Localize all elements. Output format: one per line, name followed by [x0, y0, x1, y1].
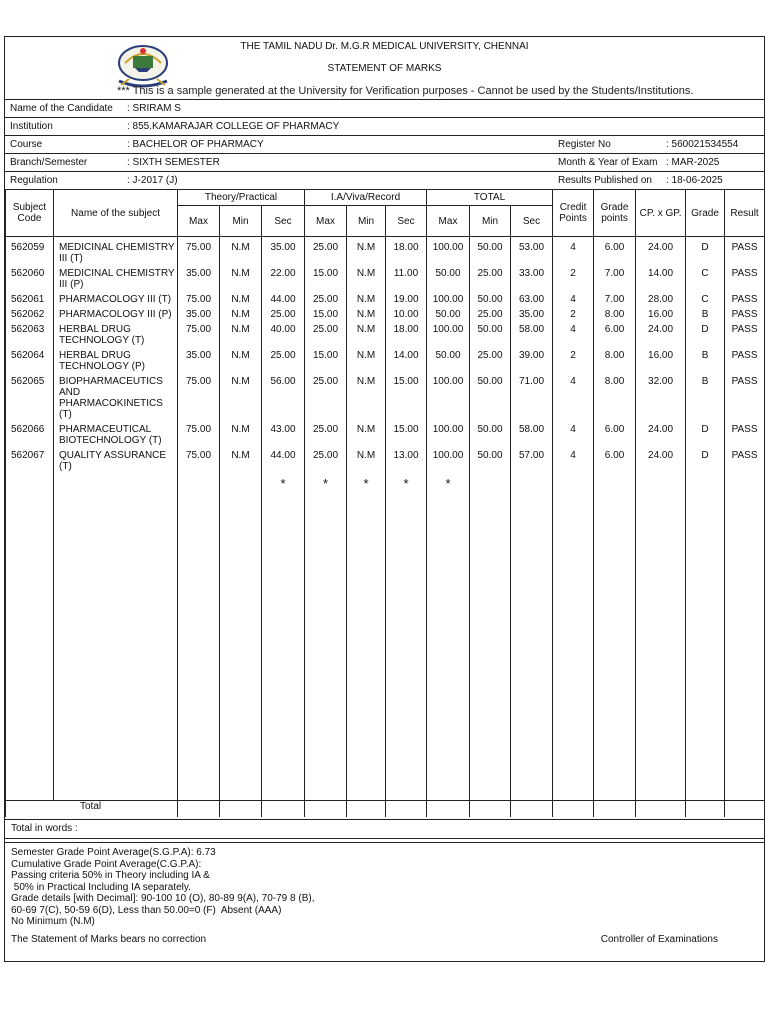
cell-i-max: 25.00 [305, 324, 347, 350]
table-row [6, 324, 765, 350]
cell-code: 562064 [6, 350, 54, 376]
cell-credit: 4 [553, 237, 594, 269]
cell-tot-sec: 58.00 [511, 424, 553, 450]
cell-credit: 4 [553, 450, 594, 476]
empty-cell [347, 500, 386, 801]
empty-cell [511, 801, 553, 818]
cell-gp: 7.00 [594, 268, 636, 294]
empty-cell [511, 476, 553, 500]
cell-cpgp: 16.00 [636, 309, 686, 324]
header [5, 37, 764, 100]
cell-t-sec: 56.00 [262, 376, 305, 424]
col-theory-min: Min [220, 206, 262, 237]
cell-tot-sec: 57.00 [511, 450, 553, 476]
table-row [6, 424, 765, 450]
candidate-name-value: : SRIRAM S [127, 103, 181, 114]
empty-cell [220, 476, 262, 500]
table-row [6, 268, 765, 294]
cell-name: HERBAL DRUG TECHNOLOGY (T) [54, 324, 178, 350]
asterisk-marker: * [347, 476, 386, 500]
branch-value: : SIXTH SEMESTER [127, 157, 220, 168]
cell-tot-min: 25.00 [470, 350, 511, 376]
total-label: Total [6, 801, 178, 818]
cell-grade: C [686, 268, 725, 294]
cell-t-min: N.M [220, 268, 262, 294]
total-in-words-row [5, 819, 764, 839]
empty-cell [262, 801, 305, 818]
passing-criteria-2: 50% in Practical Including IA separately. [11, 881, 191, 893]
total-row [6, 801, 765, 818]
empty-cell [470, 500, 511, 801]
cell-tot-sec: 33.00 [511, 268, 553, 294]
cell-i-max: 25.00 [305, 376, 347, 424]
empty-cell [386, 801, 427, 818]
signature-row [5, 932, 764, 950]
cell-gp: 7.00 [594, 294, 636, 309]
group-ia: I.A/Viva/Record [305, 190, 427, 206]
empty-cell [636, 500, 686, 801]
empty-cell [427, 500, 470, 801]
empty-cell [54, 476, 178, 500]
cell-cpgp: 32.00 [636, 376, 686, 424]
cell-i-min: N.M [347, 309, 386, 324]
cell-tot-max: 100.00 [427, 450, 470, 476]
cell-i-sec: 15.00 [386, 424, 427, 450]
institution-row [5, 118, 764, 136]
empty-cell [594, 801, 636, 818]
grade-summary [5, 842, 764, 932]
cell-t-min: N.M [220, 376, 262, 424]
empty-cell [725, 500, 765, 801]
cell-tot-sec: 35.00 [511, 309, 553, 324]
cell-tot-max: 100.00 [427, 237, 470, 269]
cell-gp: 8.00 [594, 350, 636, 376]
cell-cpgp: 28.00 [636, 294, 686, 309]
grade-details-2: 60-69 7(C), 50-59 6(D), Less than 50.00=0 (F) Absent (AAA) [11, 904, 282, 916]
col-ia-max: Max [305, 206, 347, 237]
table-row [6, 309, 765, 324]
cell-credit: 2 [553, 309, 594, 324]
cell-i-max: 25.00 [305, 450, 347, 476]
empty-cell [686, 801, 725, 818]
col-result: Result [725, 190, 765, 237]
cell-t-max: 75.00 [178, 324, 220, 350]
cell-tot-min: 50.00 [470, 237, 511, 269]
cell-credit: 2 [553, 350, 594, 376]
empty-cell [553, 500, 594, 801]
col-ia-min: Min [347, 206, 386, 237]
cell-gp: 6.00 [594, 237, 636, 269]
cell-tot-min: 25.00 [470, 268, 511, 294]
cell-t-sec: 40.00 [262, 324, 305, 350]
empty-cell [553, 476, 594, 500]
col-grade-points: Grade points [594, 190, 636, 237]
empty-cell [347, 801, 386, 818]
cell-cpgp: 16.00 [636, 350, 686, 376]
course-value: : BACHELOR OF PHARMACY [127, 139, 264, 150]
register-value: : 560021534554 [666, 139, 739, 150]
results-published-value: : 18-06-2025 [666, 175, 723, 186]
cell-t-min: N.M [220, 324, 262, 350]
cell-grade: D [686, 324, 725, 350]
cell-i-max: 25.00 [305, 424, 347, 450]
cell-t-min: N.M [220, 350, 262, 376]
cell-cpgp: 24.00 [636, 450, 686, 476]
cell-name: PHARMACEUTICAL BIOTECHNOLOGY (T) [54, 424, 178, 450]
grade-details-1: Grade details [with Decimal]: 90-100 10 (O), 80-89 9(A), 70-79 8 (B), [11, 893, 315, 904]
cell-t-max: 75.00 [178, 450, 220, 476]
cell-grade: B [686, 309, 725, 324]
cell-tot-max: 50.00 [427, 350, 470, 376]
results-published-label: Results Published on [558, 175, 652, 186]
cell-result: PASS [725, 376, 765, 424]
empty-cell [594, 500, 636, 801]
cell-i-max: 15.00 [305, 268, 347, 294]
cell-cpgp: 14.00 [636, 268, 686, 294]
col-cp-gp: CP. x GP. [636, 190, 686, 237]
cell-i-max: 15.00 [305, 309, 347, 324]
verification-notice: *** This is a sample generated at the University for Verification purposes - Cannot be used by the Students/Institutions. [117, 85, 694, 97]
cell-cpgp: 24.00 [636, 424, 686, 450]
cell-i-min: N.M [347, 350, 386, 376]
cell-gp: 6.00 [594, 424, 636, 450]
cell-t-sec: 43.00 [262, 424, 305, 450]
total-in-words-label: Total in words : [11, 823, 78, 834]
no-minimum-note: No Minimum (N.M) [11, 916, 95, 927]
cell-t-max: 75.00 [178, 376, 220, 424]
cell-code: 562065 [6, 376, 54, 424]
institution-label: Institution [10, 121, 53, 132]
regulation-row [5, 172, 764, 189]
cell-t-sec: 44.00 [262, 294, 305, 309]
col-ia-sec: Sec [386, 206, 427, 237]
group-total: TOTAL [427, 190, 553, 206]
empty-cell [6, 476, 54, 500]
cell-i-min: N.M [347, 450, 386, 476]
empty-cell [470, 476, 511, 500]
cell-grade: D [686, 450, 725, 476]
university-name: THE TAMIL NADU Dr. M.G.R MEDICAL UNIVERSITY, CHENNAI [240, 41, 529, 52]
cell-grade: D [686, 237, 725, 269]
marks-table [5, 189, 765, 817]
cell-t-sec: 25.00 [262, 350, 305, 376]
cell-code: 562060 [6, 268, 54, 294]
cell-i-sec: 15.00 [386, 376, 427, 424]
cgpa: Cumulative Grade Point Average(C.G.P.A): [11, 858, 202, 870]
cell-t-max: 35.00 [178, 350, 220, 376]
col-subject-code: Subject Code [6, 190, 54, 237]
cell-code: 562063 [6, 324, 54, 350]
cell-t-max: 35.00 [178, 268, 220, 294]
cell-i-min: N.M [347, 424, 386, 450]
empty-cell [305, 500, 347, 801]
cell-tot-max: 100.00 [427, 376, 470, 424]
empty-cell [686, 476, 725, 500]
table-row [6, 450, 765, 476]
cell-tot-sec: 71.00 [511, 376, 553, 424]
cell-t-sec: 35.00 [262, 237, 305, 269]
cell-i-sec: 14.00 [386, 350, 427, 376]
no-correction-note: The Statement of Marks bears no correction [11, 933, 207, 945]
cell-i-min: N.M [347, 324, 386, 350]
empty-cell [220, 801, 262, 818]
cell-credit: 4 [553, 294, 594, 309]
cell-i-max: 15.00 [305, 350, 347, 376]
cell-grade: C [686, 294, 725, 309]
cell-tot-min: 50.00 [470, 424, 511, 450]
cell-result: PASS [725, 309, 765, 324]
cell-tot-min: 50.00 [470, 324, 511, 350]
cell-t-min: N.M [220, 237, 262, 269]
exam-month-value: : MAR-2025 [666, 157, 720, 168]
empty-cell [220, 500, 262, 801]
cell-tot-sec: 58.00 [511, 324, 553, 350]
cell-result: PASS [725, 237, 765, 269]
cell-result: PASS [725, 268, 765, 294]
cell-tot-min: 25.00 [470, 309, 511, 324]
branch-row [5, 154, 764, 172]
cell-t-max: 75.00 [178, 294, 220, 309]
cell-tot-min: 50.00 [470, 450, 511, 476]
cell-result: PASS [725, 294, 765, 309]
cell-gp: 8.00 [594, 376, 636, 424]
cell-t-max: 75.00 [178, 424, 220, 450]
cell-result: PASS [725, 424, 765, 450]
col-total-min: Min [470, 206, 511, 237]
cell-tot-max: 50.00 [427, 309, 470, 324]
cell-i-min: N.M [347, 376, 386, 424]
empty-cell [6, 500, 54, 801]
asterisk-marker: * [305, 476, 347, 500]
cell-credit: 4 [553, 424, 594, 450]
cell-i-sec: 19.00 [386, 294, 427, 309]
cell-code: 562062 [6, 309, 54, 324]
cell-name: BIOPHARMACEUTICS AND PHARMACOKINETICS (T) [54, 376, 178, 424]
marker-row [6, 476, 765, 500]
empty-cell [725, 801, 765, 818]
cell-i-min: N.M [347, 268, 386, 294]
cell-t-min: N.M [220, 309, 262, 324]
controller-signature: Controller of Examinations [600, 933, 718, 945]
cell-tot-min: 50.00 [470, 376, 511, 424]
col-theory-sec: Sec [262, 206, 305, 237]
empty-cell [686, 500, 725, 801]
empty-cell [178, 801, 220, 818]
cell-name: PHARMACOLOGY III (P) [54, 309, 178, 324]
cell-code: 562067 [6, 450, 54, 476]
cell-name: MEDICINAL CHEMISTRY III (P) [54, 268, 178, 294]
course-row [5, 136, 764, 154]
asterisk-marker: * [386, 476, 427, 500]
exam-month-label: Month & Year of Exam [558, 157, 658, 168]
col-theory-max: Max [178, 206, 220, 237]
col-total-sec: Sec [511, 206, 553, 237]
col-credit-points: Credit Points [553, 190, 594, 237]
blank-space-row [6, 500, 765, 801]
cell-t-min: N.M [220, 294, 262, 309]
empty-cell [511, 500, 553, 801]
cell-code: 562066 [6, 424, 54, 450]
cell-t-max: 75.00 [178, 237, 220, 269]
empty-cell [636, 801, 686, 818]
group-theory: Theory/Practical [178, 190, 305, 206]
cell-cpgp: 24.00 [636, 237, 686, 269]
cell-credit: 4 [553, 324, 594, 350]
cell-code: 562061 [6, 294, 54, 309]
empty-cell [54, 500, 178, 801]
table-row [6, 237, 765, 269]
cell-t-sec: 44.00 [262, 450, 305, 476]
cell-i-sec: 10.00 [386, 309, 427, 324]
institution-value: : 855.KAMARAJAR COLLEGE OF PHARMACY [127, 121, 340, 132]
regulation-value: : J-2017 (J) [127, 175, 178, 186]
cell-name: HERBAL DRUG TECHNOLOGY (P) [54, 350, 178, 376]
marks-rows [6, 237, 765, 818]
cell-t-min: N.M [220, 450, 262, 476]
cell-i-sec: 18.00 [386, 324, 427, 350]
course-label: Course [10, 139, 43, 150]
cell-credit: 2 [553, 268, 594, 294]
asterisk-marker: * [427, 476, 470, 500]
sgpa: Semester Grade Point Average(S.G.P.A): 6.73 [11, 847, 216, 858]
candidate-name-label: Name of the Candidate [10, 103, 113, 114]
col-subject-name: Name of the subject [54, 190, 178, 237]
cell-i-sec: 13.00 [386, 450, 427, 476]
cell-name: QUALITY ASSURANCE (T) [54, 450, 178, 476]
empty-cell [725, 476, 765, 500]
cell-t-sec: 22.00 [262, 268, 305, 294]
cell-tot-min: 50.00 [470, 294, 511, 309]
cell-cpgp: 24.00 [636, 324, 686, 350]
table-row [6, 294, 765, 309]
cell-i-sec: 18.00 [386, 237, 427, 269]
col-total-max: Max [427, 206, 470, 237]
empty-cell [553, 801, 594, 818]
cell-i-min: N.M [347, 294, 386, 309]
cell-grade: D [686, 424, 725, 450]
cell-i-min: N.M [347, 237, 386, 269]
cell-name: PHARMACOLOGY III (T) [54, 294, 178, 309]
cell-credit: 4 [553, 376, 594, 424]
empty-cell [262, 500, 305, 801]
cell-tot-max: 100.00 [427, 324, 470, 350]
cell-result: PASS [725, 450, 765, 476]
cell-tot-sec: 39.00 [511, 350, 553, 376]
empty-cell [386, 500, 427, 801]
cell-code: 562059 [6, 237, 54, 269]
cell-i-max: 25.00 [305, 237, 347, 269]
branch-label: Branch/Semester [10, 157, 88, 168]
cell-t-min: N.M [220, 424, 262, 450]
candidate-name-row [5, 100, 764, 118]
document-title: STATEMENT OF MARKS [327, 63, 442, 74]
table-row [6, 350, 765, 376]
cell-t-sec: 25.00 [262, 309, 305, 324]
col-grade: Grade [686, 190, 725, 237]
empty-cell [305, 801, 347, 818]
cell-tot-sec: 53.00 [511, 237, 553, 269]
cell-tot-sec: 63.00 [511, 294, 553, 309]
cell-i-max: 25.00 [305, 294, 347, 309]
empty-cell [470, 801, 511, 818]
cell-result: PASS [725, 350, 765, 376]
empty-cell [178, 476, 220, 500]
empty-cell [636, 476, 686, 500]
table-row [6, 376, 765, 424]
cell-gp: 8.00 [594, 309, 636, 324]
cell-tot-max: 100.00 [427, 294, 470, 309]
cell-grade: B [686, 350, 725, 376]
cell-grade: B [686, 376, 725, 424]
regulation-label: Regulation [10, 175, 58, 186]
asterisk-marker: * [262, 476, 305, 500]
cell-gp: 6.00 [594, 450, 636, 476]
marks-statement [4, 36, 765, 962]
cell-tot-max: 50.00 [427, 268, 470, 294]
cell-result: PASS [725, 324, 765, 350]
cell-t-max: 35.00 [178, 309, 220, 324]
cell-i-sec: 11.00 [386, 268, 427, 294]
empty-cell [594, 476, 636, 500]
cell-name: MEDICINAL CHEMISTRY III (T) [54, 237, 178, 269]
empty-cell [427, 801, 470, 818]
empty-cell [178, 500, 220, 801]
passing-criteria-1: Passing criteria 50% in Theory including IA & [11, 870, 210, 881]
register-label: Register No [558, 139, 611, 150]
cell-tot-max: 100.00 [427, 424, 470, 450]
cell-gp: 6.00 [594, 324, 636, 350]
